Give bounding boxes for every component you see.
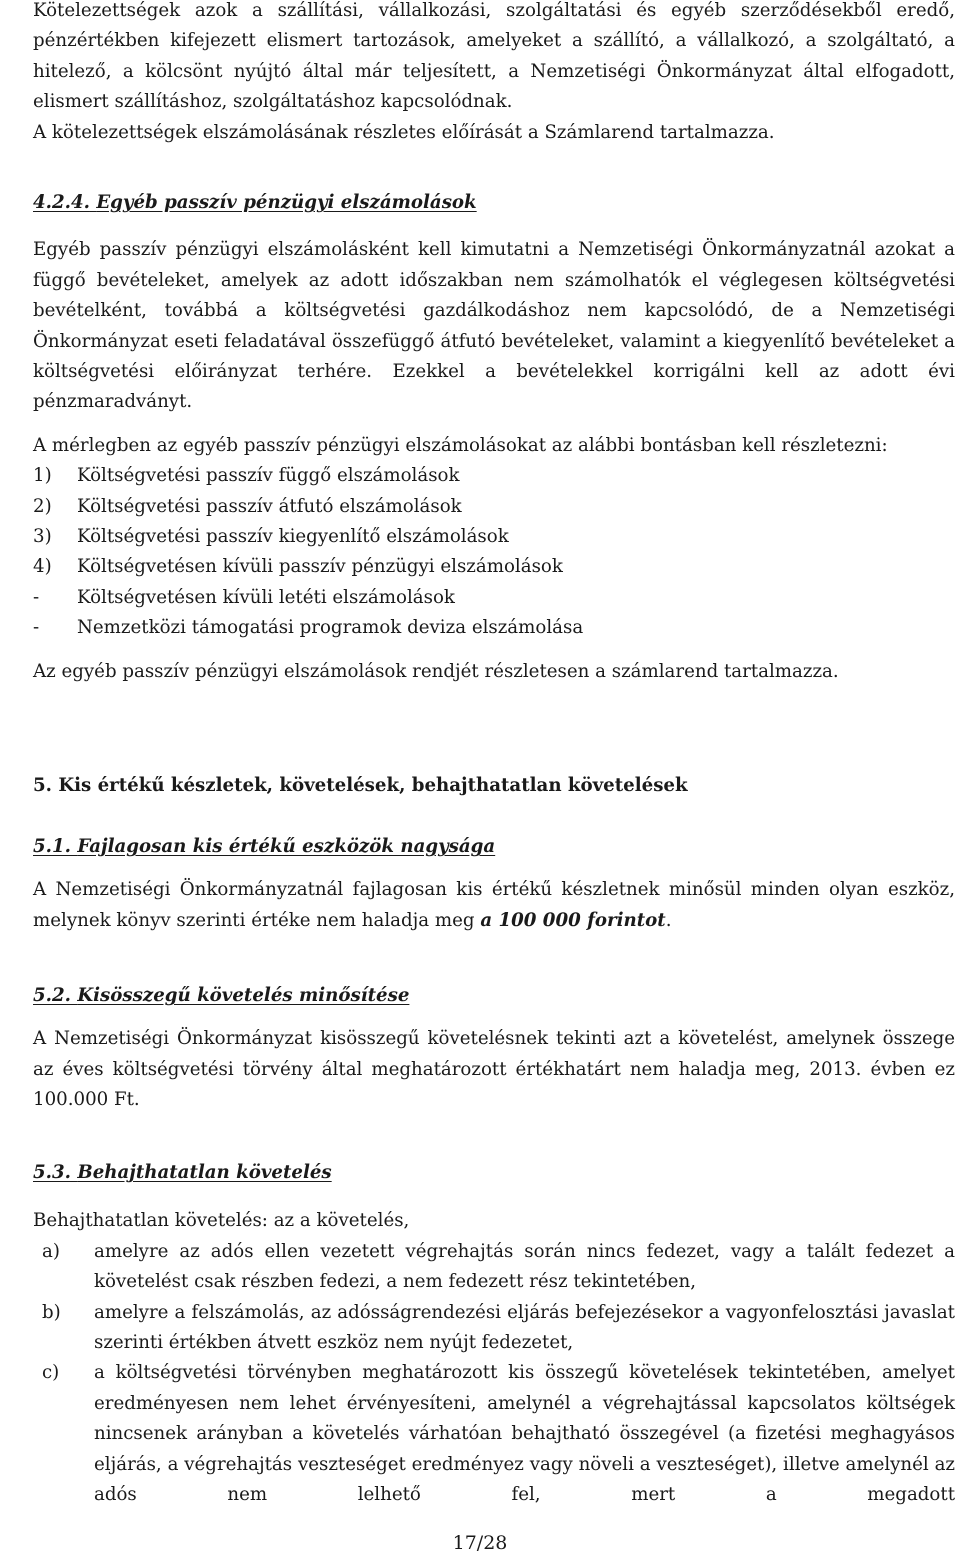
intro-paragraph-2: A kötelezettségek elszámolásának részletes előírását a Számlarend tartalmazza. [33,121,775,143]
section-5-2-number: 5.2. [33,985,71,1006]
section-4-2-4-paragraph-2: A mérlegben az egyéb passzív pénzügyi elszámolásokat az alábbi bontásban kell részletezni: [33,434,888,456]
section-5-2-heading [33,981,955,1011]
list-item [42,1298,955,1359]
section-4-2-4-paragraph-3: Az egyéb passzív pénzügyi elszámolások rendjét részletesen a számlarend tartalmazza. [33,660,839,682]
list-text: Költségvetési passzív függő elszámolások [77,465,460,487]
list-text: Nemzetközi támogatási programok deviza elszámolása [77,617,584,639]
passive-settlement-list [33,461,955,643]
section-5-3-heading [33,1158,955,1188]
list-marker: c) [42,1362,60,1384]
list-marker: 1) [33,465,52,487]
section-5-3-number: 5.3. [33,1162,71,1183]
uncollectible-criteria-list [42,1237,955,1511]
section-5-2-title: Kisösszegű követelés minősítése [77,985,410,1006]
list-marker: 2) [33,495,52,517]
section-5-2-paragraph: A Nemzetiségi Önkormányzat kisösszegű követelésnek tekinti azt a követelést, amelynek összege az éves költségvetési törvény által meghatározott értékhatárt nem haladja meg, 2013. évben ez 100.000 Ft. [33,1028,955,1111]
list-text: a költségvetési törvényben meghatározott kis összegű követelések tekintetében, amelyet eredményesen nem lehet érvényesíteni, amelynél a végrehajtással kapcsolatos költségek nincsenek arányban a követelés várhatóan behajtható összegével (a fizetési meghagyásos eljárás, a végrehajtás veszteséget eredményez vagy növeli a veszteséget), illetve amelynél az adós nem lelhető fel, mert a megadott [94,1362,955,1506]
list-item [33,461,955,491]
section-4-2-4-paragraph-1: Egyéb passzív pénzügyi elszámolásként kell kimutatni a Nemzetiségi Önkormányzatnál azokat a függő bevételeket, amelyek az adott időszakban nem számolhatók el véglegesen költségvetési bevételként, továbbá a költségvetési gazdálkodáshoz nem kapcsolódó, de a Nemzetiségi Önkormányzat eseti feladatával összefüggő átfutó bevételeket, valamint a kiegyenlítő bevételeket a költségvetési előirányzat terhére. Ezekkel a bevételekkel korrigálni kell az adott évi pénzmaradványt. [33,239,955,413]
section-5-1 [33,832,955,936]
list-item [42,1358,955,1510]
section-5-1-text-end: . [665,909,672,931]
list-text: Költségvetésen kívüli passzív pénzügyi elszámolások [77,556,563,578]
list-item [33,613,955,643]
list-marker: b) [42,1301,61,1323]
section-5-1-title: Fajlagosan kis értékű eszközök nagysága [77,836,496,857]
list-text: Költségvetési passzív átfutó elszámolások [77,495,462,517]
list-text: Költségvetési passzív kiegyenlítő elszámolások [77,526,509,548]
list-item [33,522,955,552]
intro-block [33,0,955,148]
section-5-1-heading [33,832,955,862]
section-4-2-4-number: 4.2.4. [33,192,90,213]
threshold-amount: a 100 000 forintot [480,909,666,931]
list-marker: a) [42,1240,60,1262]
list-marker: 3) [33,526,52,548]
list-item [33,492,955,522]
list-text: amelyre az adós ellen vezetett végrehajtás során nincs fedezet, vagy a talált fedezet a követelést csak részben fedezi, a nem fedezett rész tekintetében, [94,1240,955,1293]
section-5-1-paragraph [33,875,955,936]
section-5-heading [33,771,955,801]
section-5-1-number: 5.1. [33,836,71,857]
list-item [33,552,955,582]
section-5-2 [33,981,955,1116]
list-item [33,583,955,613]
section-4-2-4-title: Egyéb passzív pénzügyi elszámolások [96,192,477,213]
intro-paragraph: Kötelezettségek azok a szállítási, vállalkozási, szolgáltatási és egyéb szerződésekből eredő, pénzértékben kifejezett elismert tartozások, amelyeket a szállító, a vállalkozó, a szolgáltató, a hitelező, a kölcsönt nyújtó által már teljesített, a Nemzetiségi Önkormányzat által elfogadott, elismert szállításhoz, szolgáltatáshoz kapcsolódnak. [33,0,955,113]
section-4-2-4-heading [33,188,955,218]
list-text: amelyre a felszámolás, az adósságrendezési eljárás befejezésekor a vagyonfelosztási javaslat szerinti értékben átvett eszköz nem nyújt fedezetet, [94,1301,955,1354]
list-text: Költségvetésen kívüli letéti elszámolások [77,586,455,608]
page-number: 17/28 [452,1532,508,1554]
list-marker: 4) [33,556,52,578]
list-marker: - [33,617,40,639]
section-5-1-text: A Nemzetiségi Önkormányzatnál fajlagosan kis értékű készletnek minősül minden olyan eszköz, melynek könyv szerinti értéke nem haladja meg [33,879,955,931]
list-marker: - [33,586,40,608]
section-5-title: 5. Kis értékű készletek, követelések, behajthatatlan követelések [33,775,688,796]
section-4-2-4 [33,188,955,687]
section-5-3-title: Behajthatatlan követelés [77,1162,332,1183]
section-5-3 [33,1158,955,1510]
section-5-3-intro: Behajthatatlan követelés: az a követelés, [33,1210,410,1232]
list-item [42,1237,955,1298]
